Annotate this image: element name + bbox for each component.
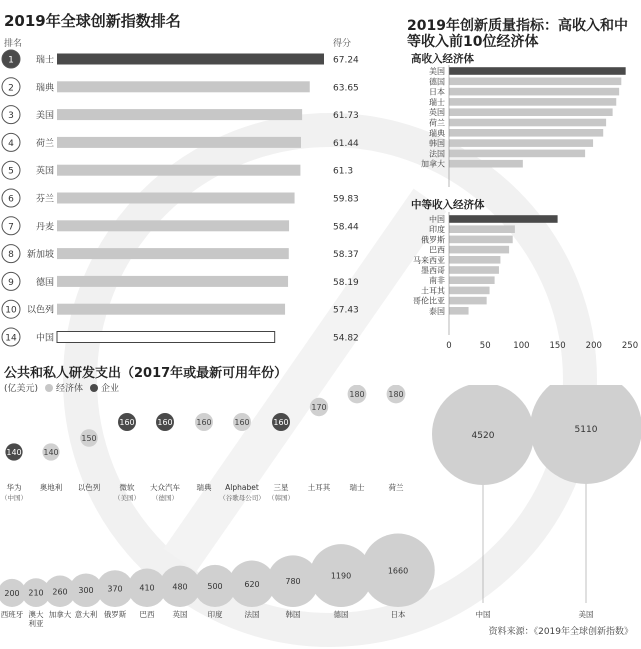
rd-bubble-label: 法国 — [244, 610, 260, 619]
rank-title: 2019年全球创新指数排名 — [4, 12, 181, 30]
rank-bar — [57, 165, 300, 176]
rd-bubble-value: 480 — [172, 582, 188, 592]
rank-country-label: 新加坡 — [26, 250, 54, 261]
quality-country-label: 俄罗斯 — [421, 235, 445, 245]
quality-country-label: 巴西 — [429, 245, 445, 255]
rd-bubble-value: 180 — [349, 390, 365, 399]
source-note: 资料来源：《2019年全球创新指数》 — [488, 627, 633, 637]
rd-bubble-sublabel: （中国） — [1, 494, 27, 502]
rd-bubble-sublabel: （美国） — [114, 494, 140, 502]
rd-bubble-value: 180 — [388, 390, 404, 399]
quality-bar — [449, 88, 619, 96]
rd-bubble-label: 瑞士 — [349, 483, 365, 492]
rank-chart — [0, 44, 380, 354]
high-income-subtitle: 高收入经济体 — [411, 53, 474, 65]
quality-country-label: 泰国 — [429, 306, 445, 316]
rd-bubble-label: 美国 — [578, 610, 594, 619]
quality-country-label: 美国 — [429, 67, 445, 76]
quality-bar — [449, 78, 621, 86]
rank-score-label: 61.73 — [333, 111, 359, 122]
rd-bubble-label: Alphabet — [225, 483, 259, 492]
rd-bubble-value: 170 — [311, 403, 327, 412]
rd-bubble-value: 210 — [28, 588, 44, 598]
rd-bubble-label: 德国 — [333, 610, 349, 619]
rd-bubble-value: 140 — [6, 448, 22, 457]
quality-country-label: 日本 — [429, 87, 445, 97]
rank-country-label: 丹麦 — [35, 222, 54, 233]
quality-bar — [449, 139, 593, 147]
rd-bubble-value: 160 — [273, 418, 289, 427]
quality-bar — [449, 276, 495, 284]
rd-bubble-value: 780 — [285, 577, 301, 587]
quality-bar — [449, 150, 585, 158]
rank-bar — [57, 276, 288, 287]
rank-number: 2 — [8, 83, 14, 94]
rd-bubble-label: 加拿大 — [48, 610, 72, 619]
rd-bubble-label: 巴西 — [139, 610, 155, 619]
rd-title: 公共和私人研发支出（2017年或最新可用年份） — [4, 366, 288, 381]
quality-country-label: 加拿大 — [421, 159, 445, 169]
rd-bubble-value: 140 — [43, 448, 59, 457]
rank-number: 3 — [8, 111, 14, 122]
quality-bar — [449, 236, 513, 244]
quality-country-label: 哥伦比亚 — [413, 296, 445, 306]
rank-number: 8 — [8, 250, 14, 261]
rank-number: 6 — [8, 194, 14, 205]
quality-bar — [449, 225, 515, 233]
rank-score-label: 63.65 — [333, 83, 359, 94]
quality-bar — [449, 287, 490, 295]
rd-bubble-value: 410 — [139, 583, 155, 593]
rank-number: 9 — [8, 277, 14, 288]
quality-title: 2019年创新质量指标：高收入和中等收入前10位经济体 — [407, 18, 628, 50]
rank-bar — [57, 220, 289, 231]
rank-bar — [57, 109, 302, 120]
rank-number: 4 — [8, 138, 14, 149]
rd-bubble-label: 英国 — [172, 610, 188, 619]
legend-econ-label: 经济体 — [56, 384, 84, 394]
rd-bubble-value: 160 — [234, 418, 250, 427]
middle-income-subtitle: 中等收入经济体 — [411, 199, 485, 211]
rank-bar — [57, 193, 295, 204]
rd-bubble-value: 160 — [196, 418, 212, 427]
quality-bar — [449, 297, 487, 305]
rank-score-label: 61.44 — [333, 138, 359, 149]
rank-country-label: 瑞士 — [35, 55, 54, 66]
rd-bubble-value: 370 — [107, 584, 123, 594]
quality-tick-label: 200 — [585, 341, 602, 351]
rd-bubble-value: 160 — [119, 418, 135, 427]
rank-score-label: 59.83 — [333, 194, 359, 205]
quality-country-label: 中国 — [429, 215, 445, 224]
rd-bubble-label: 中国 — [475, 610, 491, 619]
quality-bar — [449, 160, 523, 168]
rd-bubble-label: 以色列 — [77, 483, 101, 492]
score-header: 得分 — [333, 39, 352, 49]
quality-country-label: 德国 — [429, 77, 445, 87]
quality-country-label: 荷兰 — [429, 118, 445, 128]
rank-header: 排名 — [4, 39, 23, 49]
rank-country-label: 德国 — [35, 277, 54, 288]
rd-bubble-label: 三星 — [273, 483, 289, 492]
rank-number: 14 — [5, 333, 17, 344]
rank-country-label: 荷兰 — [35, 138, 54, 149]
rank-bar — [57, 304, 285, 315]
rd-bubble-label-cont: 利亚 — [28, 619, 44, 628]
rank-score-label: 58.44 — [333, 222, 359, 233]
rd-bubble-label: 华为 — [6, 483, 22, 492]
quality-bar — [449, 256, 500, 264]
quality-bar — [449, 307, 469, 315]
rank-score-label: 67.24 — [333, 55, 359, 66]
rd-bubble-value: 1660 — [387, 566, 409, 576]
quality-bar — [449, 108, 613, 116]
rank-country-label: 中国 — [35, 333, 54, 344]
rank-score-label: 58.19 — [333, 277, 359, 288]
rd-bubble-chart — [0, 385, 641, 645]
rank-country-label: 以色列 — [26, 305, 54, 316]
rd-bubble-label: 瑞典 — [196, 483, 212, 492]
rd-bubble-label: 荷兰 — [388, 483, 404, 492]
rd-bubble-value: 620 — [244, 579, 260, 589]
rd-bubble-label: 俄罗斯 — [103, 610, 127, 619]
rd-bubble-label: 印度 — [207, 610, 223, 619]
rd-bubble-value: 5110 — [574, 425, 598, 435]
quality-bar — [449, 215, 558, 223]
quality-country-label: 墨西哥 — [421, 266, 445, 275]
rank-country-label: 芬兰 — [35, 194, 54, 205]
quality-bar — [449, 67, 626, 75]
quality-tick-label: 150 — [549, 341, 566, 351]
rank-number: 1 — [8, 55, 14, 66]
quality-bar — [449, 119, 606, 127]
legend-corp-label: 企业 — [101, 384, 120, 394]
rank-score-label: 57.43 — [333, 305, 359, 316]
rank-number: 5 — [8, 166, 14, 177]
rank-score-label: 61.3 — [333, 166, 354, 177]
rd-bubble-label: 微软 — [119, 483, 135, 492]
quality-tick-label: 100 — [513, 341, 530, 351]
rank-number: 10 — [5, 305, 17, 316]
quality-country-label: 瑞士 — [429, 97, 445, 107]
quality-chart — [400, 60, 641, 360]
rd-bubble-value: 1190 — [330, 571, 352, 581]
rd-bubble-label: 日本 — [390, 610, 406, 619]
quality-bar — [449, 266, 499, 274]
rank-bar — [57, 81, 310, 92]
quality-country-label: 英国 — [429, 108, 445, 118]
rank-country-label: 英国 — [35, 166, 54, 177]
rank-country-label: 瑞典 — [35, 83, 54, 94]
rd-bubble-label: 意大利 — [74, 610, 98, 619]
rd-bubble-label: 韩国 — [285, 610, 301, 619]
rank-bar — [57, 54, 324, 65]
rank-score-label: 58.37 — [333, 250, 359, 261]
quality-tick-label: 250 — [621, 341, 639, 351]
quality-country-label: 马来西亚 — [413, 255, 445, 265]
rd-bubble-sublabel: （谷歌母公司） — [219, 494, 265, 502]
rd-unit: (亿美元) — [4, 384, 39, 394]
rd-bubble-value: 200 — [4, 588, 20, 598]
rd-bubble-value: 150 — [81, 434, 97, 443]
rank-bar — [57, 332, 275, 343]
quality-bar — [449, 129, 603, 137]
quality-country-label: 法国 — [429, 149, 445, 159]
rd-bubble-sublabel: （德国） — [152, 494, 178, 502]
rd-bubble-label: 西班牙 — [0, 610, 24, 619]
rd-bubble-label: 澳大 — [28, 610, 44, 619]
quality-tick-label: 50 — [479, 341, 491, 351]
quality-country-label: 瑞典 — [429, 128, 445, 138]
quality-tick-label: 0 — [446, 341, 452, 351]
rank-country-label: 美国 — [35, 111, 54, 122]
rank-bar — [57, 248, 289, 259]
rd-bubble-value: 4520 — [471, 431, 495, 441]
quality-country-label: 南非 — [429, 276, 445, 286]
rd-bubble-value: 500 — [207, 581, 223, 591]
rd-bubble-value: 160 — [157, 418, 173, 427]
rd-bubble-label: 大众汽车 — [150, 483, 180, 492]
rd-bubble-sublabel: （韩国） — [268, 494, 294, 502]
quality-country-label: 印度 — [429, 225, 445, 235]
rank-score-label: 54.82 — [333, 333, 359, 344]
rd-bubble-label: 奥地利 — [39, 483, 63, 492]
quality-country-label: 土耳其 — [421, 286, 445, 296]
rank-number: 7 — [8, 222, 14, 233]
rd-bubble-value: 260 — [52, 587, 68, 597]
quality-bar — [449, 246, 509, 254]
quality-bar — [449, 98, 616, 106]
rank-bar — [57, 137, 301, 148]
quality-country-label: 韩国 — [429, 139, 445, 149]
rd-bubble-label: 土耳其 — [307, 483, 331, 492]
rd-bubble-value: 300 — [78, 586, 94, 596]
